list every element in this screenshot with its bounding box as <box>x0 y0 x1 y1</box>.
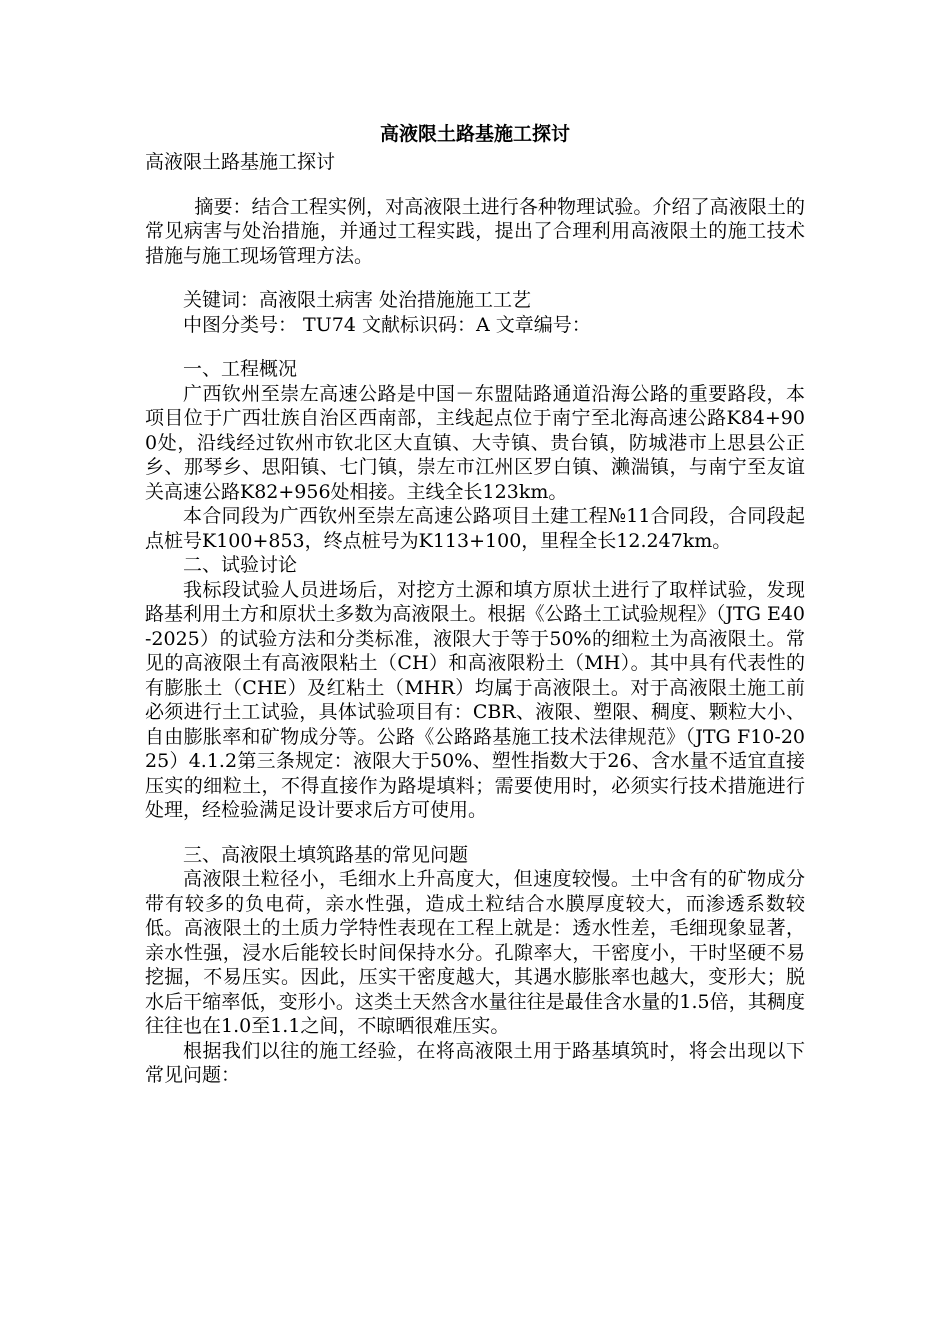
body-paragraph: 根据我们以往的施工经验，在将高液限土用于路基填筑时，将会出现以下常见问题： <box>145 1039 805 1086</box>
body-paragraph: 高液限土粒径小，毛细水上升高度大，但速度较慢。土中含有的矿物成分带有较多的负电荷，亲水性强，造成土粒结合水膜厚度较大，而渗透系数较低。高液限土的土质力学特性表现在工程上就是：透水性差，毛细现象显著，亲水性强，浸水后能较长时间保持水分。孔隙率大，干密度小，干时坚硬不易挖掘，不易压实。因此，压实干密度越大，其遇水膨胀率也越大，变形大；脱水后干缩率低，变形小。这类土天然含水量往往是最佳含水量的1.5倍，其稠度往往也在1.0至1.1之间，不晾晒很难压实。 <box>145 868 805 1037</box>
section-heading: 三、高液限土填筑路基的常见问题 <box>183 843 469 866</box>
section-project-overview <box>145 357 805 553</box>
body-paragraph: 本合同段为广西钦州至崇左高速公路项目土建工程№11合同段，合同段起点桩号K100+853，终点桩号为K113+100，里程全长12.247km。 <box>145 505 805 552</box>
body-paragraph: 广西钦州至崇左高速公路是中国－东盟陆路通道沿海公路的重要路段，本项目位于广西壮族自治区西南部，主线起点位于南宁至北海高速公路K84+900处，沿线经过钦州市钦北区大直镇、大寺镇、贵台镇，防城港市上思县公正乡、那琴乡、思阳镇、七门镇，崇左市江州区罗白镇、濑湍镇，与南宁至友谊关高速公路K82+956处相接。主线全长123km。 <box>145 382 805 503</box>
section-heading: 一、工程概况 <box>183 358 298 380</box>
document-page <box>145 118 805 1088</box>
classification-line: 中图分类号： TU74 文献标识码：A 文章编号： <box>183 313 591 336</box>
section-test-discussion <box>145 553 805 823</box>
body-paragraph: 我标段试验人员进场后，对挖方土源和填方原状土进行了取样试验，发现路基利用土方和原状土多数为高液限土。根据《公路土工试验规程》（JTG E40-2025）的试验方法和分类标准，液限大于等于50%的细粒土为高液限土。常见的高液限土有高液限粘土（CH）和高液限粉土（MH）。其中具有代表性的有膨胀土（CHE）及红粘土（MHR）均属于高液限土。对于高液限土施工前必须进行土工试验，具体试验项目有：CBR、液限、塑限、稠度、颗粒大小、自由膨胀率和矿物成分等。公路《公路路基施工技术法律规范》（JTG F10-2025）4.1.2第三条规定：液限大于50%、塑性指数大于26、含水量不适宜直接压实的细粒土，不得直接作为路堤填料；需要使用时，必须实行技术措施进行处理，经检验满足设计要求后方可使用。 <box>145 578 805 821</box>
section-common-problems <box>145 843 805 1088</box>
keywords-line: 关键词：高液限土病害 处治措施施工工艺 <box>183 289 532 311</box>
document-title: 高液限土路基施工探讨 <box>379 123 570 145</box>
document-subtitle: 高液限土路基施工探讨 <box>145 151 336 173</box>
section-heading: 二、试验讨论 <box>183 554 298 576</box>
abstract-paragraph: 摘要：结合工程实例，对高液限土进行各种物理试验。介绍了高液限土的常见病害与处治措施，并通过工程实践，提出了合理利用高液限土的施工技术措施与施工现场管理方法。 <box>145 195 805 267</box>
